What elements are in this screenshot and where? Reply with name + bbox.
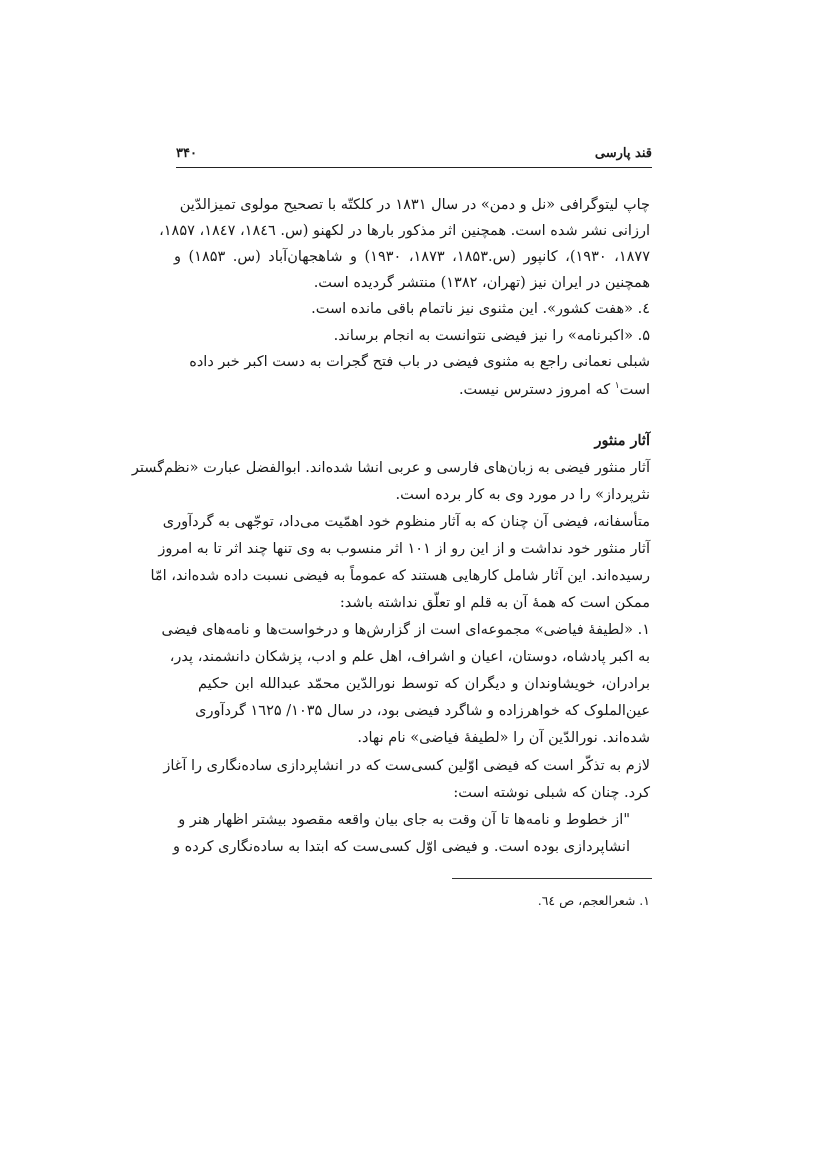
text-line: ممکن است که همهٔ آن به قلم او تعلّق نداشته باشد: — [339, 595, 650, 611]
list-item-4: ٤. «هفت کشور». این مثنوی نیز ناتمام باقی مانده است. — [311, 301, 650, 317]
section-heading: آثار منثور — [594, 432, 650, 449]
quote-line: انشاپردازی بوده است. و فیضی اوّل کسی‌ست که ابتدا به ساده‌نگاری کرده و — [172, 839, 630, 855]
list-item-1-line: به اکبر پادشاه، دوستان، اعیان و اشراف، اهل علم و ادب، پزشکان دانشمند، پدر، — [169, 649, 650, 665]
text-fragment: است — [619, 382, 650, 398]
text-line: ۱۸۷۷، ۱۹۳۰)، کانپور (س.۱۸۵۳، ۱۸۷۳، ۱۹۳۰) و شاهجهان‌آباد (س. ۱۸۵۳) و — [174, 249, 650, 265]
text-line: متأسفانه، فیضی آن چنان که به آثار منظوم خود اهمّیت می‌داد، توجّهی به گردآوری — [162, 514, 650, 530]
header-rule — [176, 167, 652, 168]
text-line: همچنین در ایران نیز (تهران، ۱۳۸۲) منتشر گردیده است. — [313, 275, 650, 291]
text-line-with-footnote — [174, 381, 650, 399]
text-line: شبلی نعمانی راجع به مثنوی فیضی در باب فتح گجرات به دست اکبر خبر داده — [189, 354, 650, 370]
list-item-1-line: شده‌اند. نورالدّین آن را «لطیفهٔ فیاضی» نام نهاد. — [357, 730, 650, 746]
footnote-marker: ۱ — [614, 381, 620, 392]
text-line: رسیده‌اند. این آثار شامل کارهایی هستند که عموماً به فیضی نسبت داده شده‌اند، امّا — [150, 568, 650, 584]
footnote: ۱. شعرالعجم، ص ٦٤. — [537, 893, 650, 908]
page-number: ۳۴۰ — [176, 146, 197, 161]
book-title: قند پارسی — [594, 146, 652, 161]
text-line: لازم به تذکّر است که فیضی اوّلین کسی‌ست که در انشاپردازی ساده‌نگاری را آغاز — [163, 758, 650, 774]
text-fragment: که امروز دسترس نیست. — [458, 382, 611, 398]
text-line: ارزانی نشر شده است. همچنین اثر مذکور بارها در لکهنو (س. ۱۸٤٦، ۱۸٤۷، ۱۸۵۷، — [159, 223, 650, 239]
text-line: چاپ لیتوگرافی «نل و دمن» در سال ۱۸۳۱ در کلکتّه با تصحیح مولوی تمیزالدّین — [179, 197, 650, 213]
quote-line: "از خطوط و نامه‌ها تا آن وقت به جای بیان واقعه مقصود بیشتر اظهار هنر و — [178, 812, 630, 828]
footnote-rule — [452, 878, 652, 879]
running-header — [176, 142, 652, 166]
list-item-1-line: ۱. «لطیفهٔ فیاضی» مجموعه‌ای است از گزارش‌ها و درخواست‌ها و نامه‌های فیضی — [161, 622, 650, 638]
text-line: نثرپرداز» را در مورد وی به کار برده است. — [395, 487, 650, 503]
list-item-1-line: عین‌الملوک که خواهرزاده و شاگرد فیضی بود، در سال ۱۰۳۵/ ۱٦۲۵ گردآوری — [195, 703, 650, 719]
list-item-5: ۵. «اکبرنامه» را نیز فیضی نتوانست به انجام برساند. — [333, 328, 650, 344]
text-line: آثار منثور فیضی به زبان‌های فارسی و عربی انشا شده‌اند. ابوالفضل عبارت «نظم‌گستر — [131, 460, 650, 476]
text-line: آثار منثور خود نداشت و از این رو از ۱۰۱ اثر منسوب به وی تنها چند اثر تا به امروز — [158, 541, 650, 557]
text-line: کرد. چنان که شبلی نوشته است: — [453, 785, 650, 801]
list-item-1-line: برادران، خویشاوندان و دیگران که توسط نورالدّین محمّد عبدالله ابن حکیم — [198, 676, 650, 692]
